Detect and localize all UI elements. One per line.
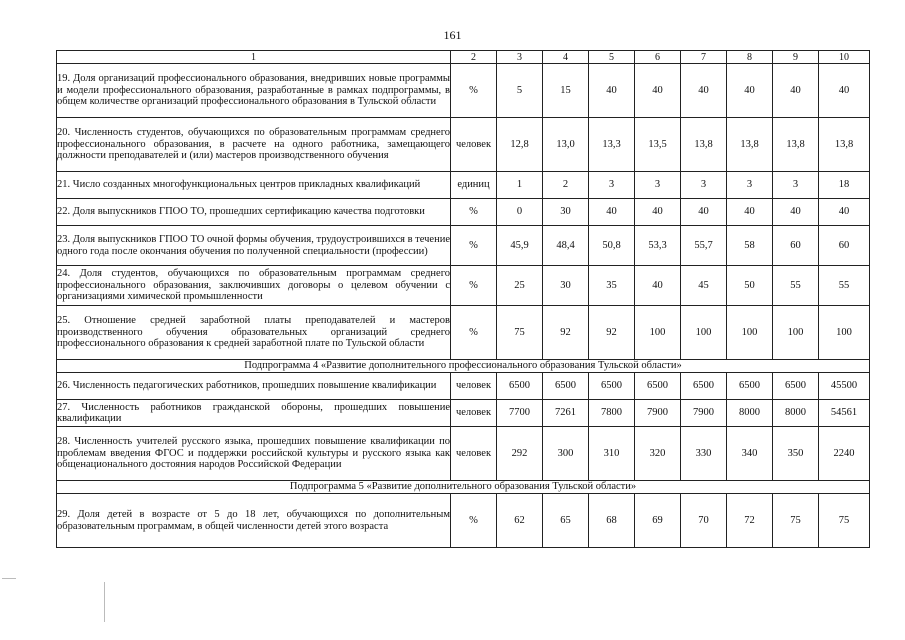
value-cell: 13,8 [773, 118, 819, 172]
unit-cell: % [451, 494, 497, 548]
header-row [57, 51, 870, 64]
value-cell: 3 [589, 172, 635, 199]
value-cell: 8000 [773, 400, 819, 427]
value-cell: 60 [819, 226, 870, 266]
value-cell: 40 [681, 199, 727, 226]
value-cell: 350 [773, 427, 819, 481]
value-cell: 75 [773, 494, 819, 548]
column-header: 7 [681, 51, 727, 64]
value-cell: 100 [819, 306, 870, 360]
value-cell: 7261 [543, 400, 589, 427]
value-cell: 6500 [497, 373, 543, 400]
value-cell: 35 [589, 266, 635, 306]
unit-cell: единиц [451, 172, 497, 199]
value-cell: 40 [589, 64, 635, 118]
column-header: 10 [819, 51, 870, 64]
value-cell: 75 [497, 306, 543, 360]
indicator-description: 19. Доля организаций профессионального образования, внедривших новые программы и модели профессионального образования, разработанные в рамках подпрограммы, в общем количестве организаций профессионального образования в Тульской области [57, 64, 451, 118]
column-header: 9 [773, 51, 819, 64]
value-cell: 40 [635, 199, 681, 226]
value-cell: 15 [543, 64, 589, 118]
value-cell: 6500 [727, 373, 773, 400]
unit-cell: человек [451, 373, 497, 400]
value-cell: 40 [635, 266, 681, 306]
value-cell: 8000 [727, 400, 773, 427]
indicator-description: 20. Численность студентов, обучающихся по образовательным программам среднего профессионального образования, в расчете на одного работника, замещающего должности преподавателей и (или) мастеров производственного обучения [57, 118, 451, 172]
value-cell: 13,0 [543, 118, 589, 172]
value-cell: 40 [773, 64, 819, 118]
table-row [57, 306, 870, 360]
value-cell: 40 [681, 64, 727, 118]
column-header: 3 [497, 51, 543, 64]
value-cell: 53,3 [635, 226, 681, 266]
value-cell: 330 [681, 427, 727, 481]
value-cell: 40 [819, 199, 870, 226]
scan-mark [104, 582, 105, 622]
value-cell: 7700 [497, 400, 543, 427]
subprogram-row [57, 481, 870, 494]
column-header: 1 [57, 51, 451, 64]
value-cell: 40 [635, 64, 681, 118]
value-cell: 100 [727, 306, 773, 360]
value-cell: 3 [773, 172, 819, 199]
indicator-description: 28. Численность учителей русского языка, прошедших повышение квалификации по проблемам введения ФГОС и поддержки российской культуры и русского языка как общенационального достояния народов Российской Федерации [57, 427, 451, 481]
table-row [57, 427, 870, 481]
value-cell: 30 [543, 266, 589, 306]
unit-cell: человек [451, 400, 497, 427]
unit-cell: человек [451, 118, 497, 172]
table-row [57, 64, 870, 118]
unit-cell: человек [451, 427, 497, 481]
scan-mark [2, 578, 16, 579]
value-cell: 18 [819, 172, 870, 199]
value-cell: 6500 [543, 373, 589, 400]
value-cell: 6500 [681, 373, 727, 400]
value-cell: 13,3 [589, 118, 635, 172]
value-cell: 40 [727, 199, 773, 226]
value-cell: 48,4 [543, 226, 589, 266]
value-cell: 7900 [681, 400, 727, 427]
value-cell: 7800 [589, 400, 635, 427]
value-cell: 3 [635, 172, 681, 199]
value-cell: 55 [819, 266, 870, 306]
value-cell: 68 [589, 494, 635, 548]
indicator-description: 27. Численность работников гражданской обороны, прошедших повышение квалификации [57, 400, 451, 427]
value-cell: 13,8 [727, 118, 773, 172]
table-row [57, 226, 870, 266]
column-header: 6 [635, 51, 681, 64]
value-cell: 13,8 [819, 118, 870, 172]
unit-cell: % [451, 306, 497, 360]
subprogram-title: Подпрограмма 4 «Развитие дополнительного профессионального образования Тульской области» [57, 360, 870, 373]
value-cell: 50,8 [589, 226, 635, 266]
value-cell: 13,8 [681, 118, 727, 172]
value-cell: 92 [543, 306, 589, 360]
column-header: 5 [589, 51, 635, 64]
indicator-description: 21. Число созданных многофункциональных центров прикладных квалификаций [57, 172, 451, 199]
value-cell: 1 [497, 172, 543, 199]
value-cell: 55,7 [681, 226, 727, 266]
page-number: 161 [443, 28, 462, 42]
value-cell: 7900 [635, 400, 681, 427]
value-cell: 12,8 [497, 118, 543, 172]
value-cell: 50 [727, 266, 773, 306]
value-cell: 58 [727, 226, 773, 266]
value-cell: 300 [543, 427, 589, 481]
table-row [57, 266, 870, 306]
subprogram-title: Подпрограмма 5 «Развитие дополнительного образования Тульской области» [57, 481, 870, 494]
indicator-description: 22. Доля выпускников ГПОО ТО, прошедших сертификацию качества подготовки [57, 199, 451, 226]
value-cell: 6500 [773, 373, 819, 400]
value-cell: 40 [727, 64, 773, 118]
value-cell: 40 [773, 199, 819, 226]
value-cell: 45500 [819, 373, 870, 400]
table-row [57, 172, 870, 199]
value-cell: 100 [635, 306, 681, 360]
table-row [57, 400, 870, 427]
value-cell: 30 [543, 199, 589, 226]
value-cell: 0 [497, 199, 543, 226]
value-cell: 5 [497, 64, 543, 118]
value-cell: 340 [727, 427, 773, 481]
value-cell: 45,9 [497, 226, 543, 266]
value-cell: 3 [681, 172, 727, 199]
subprogram-row [57, 360, 870, 373]
value-cell: 292 [497, 427, 543, 481]
indicators-table [56, 50, 870, 548]
value-cell: 70 [681, 494, 727, 548]
value-cell: 320 [635, 427, 681, 481]
table-row [57, 199, 870, 226]
value-cell: 75 [819, 494, 870, 548]
value-cell: 3 [727, 172, 773, 199]
value-cell: 2 [543, 172, 589, 199]
value-cell: 2240 [819, 427, 870, 481]
value-cell: 54561 [819, 400, 870, 427]
indicator-description: 29. Доля детей в возрасте от 5 до 18 лет, обучающихся по дополнительным образовательным программам, в общей численности детей этого возраста [57, 494, 451, 548]
value-cell: 69 [635, 494, 681, 548]
value-cell: 100 [773, 306, 819, 360]
indicator-description: 25. Отношение средней заработной платы преподавателей и мастеров производственного обучения образовательных организаций среднего профессионального образования к средней заработной плате по Тульской области [57, 306, 451, 360]
value-cell: 60 [773, 226, 819, 266]
column-header: 4 [543, 51, 589, 64]
unit-cell: % [451, 199, 497, 226]
value-cell: 13,5 [635, 118, 681, 172]
value-cell: 25 [497, 266, 543, 306]
value-cell: 40 [589, 199, 635, 226]
indicator-description: 24. Доля студентов, обучающихся по образовательным программам среднего профессионального образования, заключивших договоры о целевом обучении с организациями химической промышленности [57, 266, 451, 306]
value-cell: 40 [819, 64, 870, 118]
table-row [57, 494, 870, 548]
value-cell: 62 [497, 494, 543, 548]
value-cell: 6500 [635, 373, 681, 400]
value-cell: 310 [589, 427, 635, 481]
value-cell: 100 [681, 306, 727, 360]
indicator-description: 23. Доля выпускников ГПОО ТО очной формы обучения, трудоустроившихся в течение одного года после окончания обучения по полученной специальности (профессии) [57, 226, 451, 266]
value-cell: 72 [727, 494, 773, 548]
value-cell: 55 [773, 266, 819, 306]
unit-cell: % [451, 266, 497, 306]
table-row [57, 373, 870, 400]
column-header: 8 [727, 51, 773, 64]
unit-cell: % [451, 64, 497, 118]
value-cell: 45 [681, 266, 727, 306]
table-row [57, 118, 870, 172]
value-cell: 6500 [589, 373, 635, 400]
column-header: 2 [451, 51, 497, 64]
value-cell: 65 [543, 494, 589, 548]
unit-cell: % [451, 226, 497, 266]
value-cell: 92 [589, 306, 635, 360]
indicator-description: 26. Численность педагогических работников, прошедших повышение квалификации [57, 373, 451, 400]
